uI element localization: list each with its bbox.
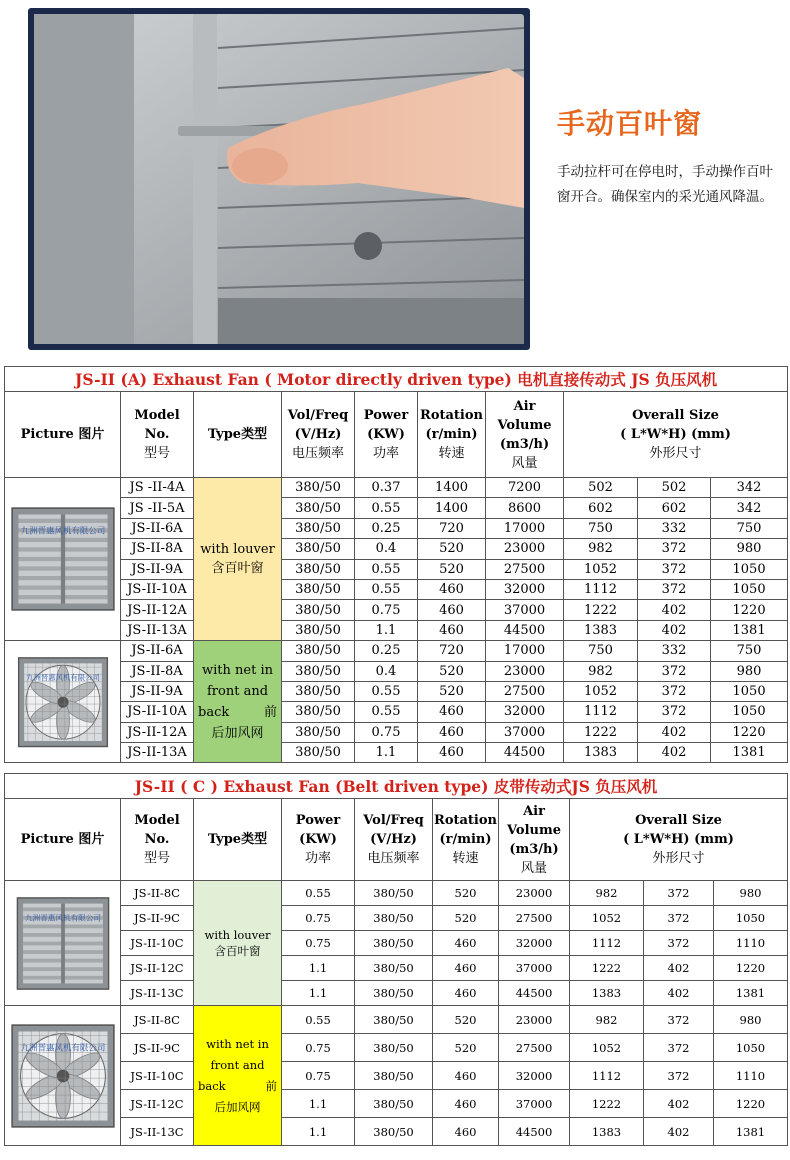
value-cell: 520	[433, 906, 499, 931]
model-cell: JS-II-8C	[121, 1006, 194, 1034]
value-cell: 602	[638, 498, 711, 518]
table-row	[5, 478, 788, 498]
value-cell: 372	[644, 906, 714, 931]
value-cell: 1220	[711, 722, 788, 742]
table-row	[5, 956, 788, 981]
model-cell: JS-II-13A	[121, 743, 194, 763]
table-title: JS-II ( C ) Exhaust Fan (Belt driven type) 皮带传动式JS 负压风机	[5, 774, 788, 799]
value-cell: 1.1	[355, 743, 418, 763]
value-cell: 1052	[564, 559, 638, 579]
value-cell: 380/50	[282, 498, 355, 518]
value-cell: 372	[644, 881, 714, 906]
value-cell: 23000	[486, 539, 564, 559]
table-title: JS-II (A) Exhaust Fan ( Motor directly driven type) 电机直接传动式 JS 负压风机	[5, 367, 788, 392]
value-cell: 460	[433, 1118, 499, 1146]
model-cell: JS -II-4A	[121, 478, 194, 498]
value-cell: 32000	[486, 579, 564, 599]
value-cell: 380/50	[282, 641, 355, 661]
value-cell: 402	[638, 600, 711, 620]
fan-picture-cell	[5, 1006, 121, 1146]
value-cell: 1381	[711, 743, 788, 763]
value-cell: 380/50	[355, 956, 433, 981]
value-cell: 1381	[711, 620, 788, 640]
table-row	[5, 931, 788, 956]
value-cell: 750	[564, 518, 638, 538]
value-cell: 27500	[499, 906, 570, 931]
type-cell: with louver 含百叶窗	[194, 478, 282, 641]
value-cell: 1110	[714, 931, 788, 956]
louver-fan-picture	[10, 494, 116, 624]
value-cell: 460	[418, 722, 486, 742]
model-cell: JS-II-13C	[121, 981, 194, 1006]
table-row	[5, 579, 788, 599]
value-cell: 980	[714, 1006, 788, 1034]
value-cell: 460	[433, 1062, 499, 1090]
net-fan-picture	[10, 656, 116, 748]
value-cell: 380/50	[355, 1034, 433, 1062]
value-cell: 750	[711, 641, 788, 661]
value-cell: 372	[638, 661, 711, 681]
value-cell: 342	[711, 498, 788, 518]
value-cell: 460	[418, 579, 486, 599]
value-cell: 37000	[486, 722, 564, 742]
value-cell: 380/50	[355, 1118, 433, 1146]
model-cell: JS-II-9A	[121, 559, 194, 579]
value-cell: 37000	[486, 600, 564, 620]
value-cell: 1383	[570, 1118, 644, 1146]
value-cell: 1112	[564, 702, 638, 722]
value-cell: 460	[433, 956, 499, 981]
value-cell: 1400	[418, 498, 486, 518]
value-cell: 372	[644, 1006, 714, 1034]
header-picture: Picture 图片	[5, 799, 121, 881]
value-cell: 380/50	[355, 981, 433, 1006]
value-cell: 372	[638, 539, 711, 559]
value-cell: 460	[418, 743, 486, 763]
value-cell: 380/50	[355, 1090, 433, 1118]
value-cell: 602	[564, 498, 638, 518]
value-cell: 0.4	[355, 539, 418, 559]
value-cell: 402	[644, 1118, 714, 1146]
model-cell: JS-II-8C	[121, 881, 194, 906]
value-cell: 502	[564, 478, 638, 498]
value-cell: 460	[418, 702, 486, 722]
value-cell: 520	[418, 681, 486, 701]
header-model: Model No. 型号	[121, 392, 194, 478]
value-cell: 402	[644, 1090, 714, 1118]
model-cell: JS-II-10C	[121, 1062, 194, 1090]
model-cell: JS-II-12C	[121, 1090, 194, 1118]
value-cell: 1.1	[282, 956, 355, 981]
value-cell: 27500	[486, 681, 564, 701]
value-cell: 0.55	[355, 559, 418, 579]
value-cell: 980	[711, 661, 788, 681]
value-cell: 1112	[570, 1062, 644, 1090]
table-row	[5, 1034, 788, 1062]
value-cell: 37000	[499, 1090, 570, 1118]
value-cell: 0.75	[282, 906, 355, 931]
value-cell: 460	[418, 600, 486, 620]
value-cell: 380/50	[282, 579, 355, 599]
value-cell: 720	[418, 641, 486, 661]
value-cell: 1050	[711, 559, 788, 579]
value-cell: 372	[644, 1034, 714, 1062]
value-cell: 380/50	[355, 881, 433, 906]
value-cell: 7200	[486, 478, 564, 498]
value-cell: 0.55	[355, 702, 418, 722]
value-cell: 402	[638, 620, 711, 640]
value-cell: 1050	[714, 906, 788, 931]
value-cell: 27500	[499, 1034, 570, 1062]
model-cell: JS-II-12A	[121, 600, 194, 620]
model-cell: JS-II-6A	[121, 518, 194, 538]
value-cell: 380/50	[282, 559, 355, 579]
value-cell: 750	[711, 518, 788, 538]
value-cell: 380/50	[282, 743, 355, 763]
table-row	[5, 702, 788, 722]
header-type: Type类型	[194, 799, 282, 881]
header-rotation: Rotation (r/min) 转速	[418, 392, 486, 478]
value-cell: 402	[644, 956, 714, 981]
value-cell: 980	[711, 539, 788, 559]
value-cell: 0.55	[282, 881, 355, 906]
value-cell: 982	[564, 539, 638, 559]
value-cell: 1052	[570, 906, 644, 931]
header-rotation: Rotation (r/min) 转速	[433, 799, 499, 881]
svg-text:九洲晋惠风机有限公司: 九洲晋惠风机有限公司	[20, 1042, 105, 1053]
value-cell: 1.1	[282, 981, 355, 1006]
header-power: Power (KW) 功率	[282, 799, 355, 881]
table-row	[5, 518, 788, 538]
value-cell: 380/50	[355, 1062, 433, 1090]
table-row	[5, 1062, 788, 1090]
svg-text:九洲晋惠风机有限公司: 九洲晋惠风机有限公司	[24, 913, 101, 923]
value-cell: 372	[644, 1062, 714, 1090]
model-cell: JS-II-8A	[121, 661, 194, 681]
value-cell: 380/50	[282, 600, 355, 620]
value-cell: 0.55	[355, 681, 418, 701]
value-cell: 1222	[564, 600, 638, 620]
value-cell: 1381	[714, 1118, 788, 1146]
value-cell: 27500	[486, 559, 564, 579]
value-cell: 380/50	[355, 931, 433, 956]
table-row	[5, 743, 788, 763]
value-cell: 982	[570, 881, 644, 906]
value-cell: 0.4	[355, 661, 418, 681]
value-cell: 1220	[711, 600, 788, 620]
value-cell: 502	[638, 478, 711, 498]
model-cell: JS -II-5A	[121, 498, 194, 518]
value-cell: 372	[638, 702, 711, 722]
value-cell: 0.75	[355, 600, 418, 620]
hero-description: 手动拉杆可在停电时，手动操作百叶窗开合。确保室内的采光通风降温。	[557, 164, 773, 205]
value-cell: 372	[644, 931, 714, 956]
value-cell: 8600	[486, 498, 564, 518]
value-cell: 402	[638, 743, 711, 763]
value-cell: 1222	[570, 1090, 644, 1118]
value-cell: 380/50	[282, 478, 355, 498]
value-cell: 32000	[486, 702, 564, 722]
value-cell: 380/50	[282, 539, 355, 559]
table-row	[5, 981, 788, 1006]
value-cell: 17000	[486, 518, 564, 538]
value-cell: 520	[433, 881, 499, 906]
value-cell: 460	[418, 620, 486, 640]
header-model: Model No. 型号	[121, 799, 194, 881]
value-cell: 520	[433, 1006, 499, 1034]
value-cell: 1052	[564, 681, 638, 701]
value-cell: 342	[711, 478, 788, 498]
header-power: Power (KW) 功率	[355, 392, 418, 478]
model-cell: JS-II-12C	[121, 956, 194, 981]
header-type: Type类型	[194, 392, 282, 478]
table-row	[5, 559, 788, 579]
value-cell: 1050	[711, 681, 788, 701]
value-cell: 380/50	[282, 661, 355, 681]
svg-text:九洲晋惠风机有限公司: 九洲晋惠风机有限公司	[20, 525, 105, 536]
model-cell: JS-II-9C	[121, 1034, 194, 1062]
fan-picture-cell	[5, 641, 121, 763]
table-row	[5, 1006, 788, 1034]
value-cell: 372	[638, 681, 711, 701]
table-row	[5, 600, 788, 620]
value-cell: 1383	[570, 981, 644, 1006]
value-cell: 0.75	[282, 931, 355, 956]
value-cell: 0.55	[355, 579, 418, 599]
value-cell: 1.1	[355, 620, 418, 640]
value-cell: 380/50	[282, 620, 355, 640]
value-cell: 380/50	[282, 722, 355, 742]
table-row	[5, 620, 788, 640]
model-cell: JS-II-12A	[121, 722, 194, 742]
model-cell: JS-II-8A	[121, 539, 194, 559]
model-cell: JS-II-9C	[121, 906, 194, 931]
value-cell: 380/50	[355, 1006, 433, 1034]
table-row	[5, 906, 788, 931]
value-cell: 332	[638, 518, 711, 538]
header-overall-size: Overall Size ( L*W*H) (mm) 外形尺寸	[564, 392, 788, 478]
value-cell: 1052	[570, 1034, 644, 1062]
header-volfreq: Vol/Freq (V/Hz) 电压频率	[355, 799, 433, 881]
hero-heading: 手动百叶窗	[557, 107, 703, 140]
net-fan-picture	[10, 1021, 116, 1131]
value-cell: 1381	[714, 981, 788, 1006]
value-cell: 0.55	[355, 498, 418, 518]
value-cell: 0.25	[355, 518, 418, 538]
value-cell: 23000	[499, 1006, 570, 1034]
value-cell: 380/50	[282, 702, 355, 722]
table-row	[5, 722, 788, 742]
type-cell: with net in front and back 前 后加风网	[194, 1006, 282, 1146]
value-cell: 1383	[564, 743, 638, 763]
value-cell: 380/50	[282, 681, 355, 701]
value-cell: 720	[418, 518, 486, 538]
value-cell: 44500	[486, 743, 564, 763]
value-cell: 402	[644, 981, 714, 1006]
value-cell: 1112	[564, 579, 638, 599]
header-picture: Picture 图片	[5, 392, 121, 478]
value-cell: 460	[433, 931, 499, 956]
spec-table-direct-drive	[4, 366, 788, 763]
model-cell: JS-II-10A	[121, 702, 194, 722]
value-cell: 1.1	[282, 1118, 355, 1146]
model-cell: JS-II-10A	[121, 579, 194, 599]
value-cell: 460	[433, 981, 499, 1006]
value-cell: 372	[638, 559, 711, 579]
value-cell: 1112	[570, 931, 644, 956]
type-cell: with louver 含百叶窗	[194, 881, 282, 1006]
value-cell: 0.37	[355, 478, 418, 498]
value-cell: 32000	[499, 1062, 570, 1090]
value-cell: 520	[418, 539, 486, 559]
value-cell: 23000	[499, 881, 570, 906]
value-cell: 402	[638, 722, 711, 742]
header-volfreq: Vol/Freq (V/Hz) 电压频率	[282, 392, 355, 478]
value-cell: 17000	[486, 641, 564, 661]
value-cell: 0.75	[282, 1034, 355, 1062]
table-row	[5, 661, 788, 681]
value-cell: 0.55	[282, 1006, 355, 1034]
value-cell: 0.75	[282, 1062, 355, 1090]
value-cell: 23000	[486, 661, 564, 681]
model-cell: JS-II-10C	[121, 931, 194, 956]
value-cell: 44500	[486, 620, 564, 640]
header-air-volume: Air Volume (m3/h) 风量	[486, 392, 564, 478]
table-row	[5, 641, 788, 661]
value-cell: 0.75	[355, 722, 418, 742]
manual-louver-info	[557, 102, 777, 210]
value-cell: 1220	[714, 956, 788, 981]
value-cell: 372	[638, 579, 711, 599]
value-cell: 1.1	[282, 1090, 355, 1118]
value-cell: 44500	[499, 1118, 570, 1146]
header-air-volume: Air Volume (m3/h) 风量	[499, 799, 570, 881]
value-cell: 982	[564, 661, 638, 681]
type-cell: with net in front and back 前 后加风网	[194, 641, 282, 763]
value-cell: 1050	[711, 702, 788, 722]
fan-picture-cell	[5, 881, 121, 1006]
value-cell: 380/50	[282, 518, 355, 538]
svg-text:九洲晋惠风机有限公司: 九洲晋惠风机有限公司	[25, 672, 100, 682]
table-row	[5, 498, 788, 518]
value-cell: 1050	[711, 579, 788, 599]
louver-photo	[28, 8, 530, 350]
value-cell: 332	[638, 641, 711, 661]
spec-table-belt-drive	[4, 773, 788, 1146]
model-cell: JS-II-13C	[121, 1118, 194, 1146]
table-row	[5, 1118, 788, 1146]
value-cell: 0.25	[355, 641, 418, 661]
table-row	[5, 881, 788, 906]
value-cell: 520	[418, 559, 486, 579]
table-row	[5, 1090, 788, 1118]
value-cell: 1050	[714, 1034, 788, 1062]
value-cell: 750	[564, 641, 638, 661]
value-cell: 44500	[499, 981, 570, 1006]
table-row	[5, 681, 788, 701]
value-cell: 982	[570, 1006, 644, 1034]
fan-picture-cell	[5, 478, 121, 641]
model-cell: JS-II-13A	[121, 620, 194, 640]
model-cell: JS-II-6A	[121, 641, 194, 661]
value-cell: 32000	[499, 931, 570, 956]
value-cell: 1222	[564, 722, 638, 742]
header-overall-size: Overall Size ( L*W*H) (mm) 外形尺寸	[570, 799, 788, 881]
value-cell: 1383	[564, 620, 638, 640]
table-row	[5, 539, 788, 559]
value-cell: 1220	[714, 1090, 788, 1118]
value-cell: 1400	[418, 478, 486, 498]
value-cell: 37000	[499, 956, 570, 981]
value-cell: 520	[433, 1034, 499, 1062]
value-cell: 1222	[570, 956, 644, 981]
model-cell: JS-II-9A	[121, 681, 194, 701]
value-cell: 1110	[714, 1062, 788, 1090]
value-cell: 460	[433, 1090, 499, 1118]
value-cell: 380/50	[355, 906, 433, 931]
value-cell: 980	[714, 881, 788, 906]
louver-fan-picture	[10, 896, 116, 991]
value-cell: 520	[418, 661, 486, 681]
